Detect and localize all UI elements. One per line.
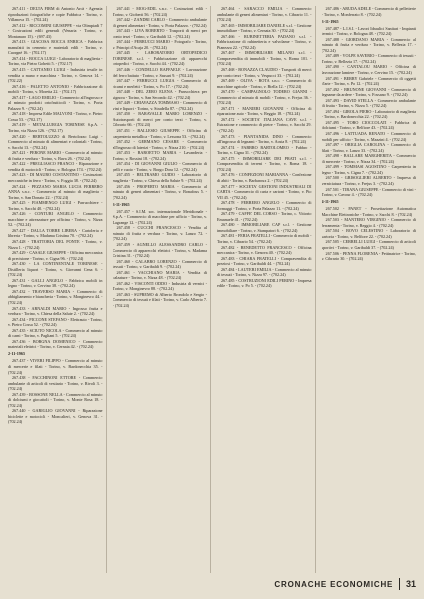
registry-entry: 267.412 - RICCOMINI GIUSEPPE - via Olimpiadi 7 - Costruzioni edili generali (Venaria - Torino, v. Montanaro 15). - (697.43) [8,22,103,39]
text-column [217,6,316,573]
registry-entry: 267.415 - CATTANEO LUIGI - Industria tessile in vendita a mano e macchina - Torino, v. Genova 14. - (702.22) [8,67,103,84]
registry-entry: 267.413 - GIACOSA ROCCA ENRICA - Fabbrica manufatti in cemento e materiali edili - Torino, v. Cuorgnè 16. - (702.17) [8,39,103,56]
date-heading: 3-11-1965 [321,18,339,24]
registry-entry: 267.432 - TRAVERSO MARIA - Commercio di abbigliamento e biancheria - Torino, v. Monginevro 44. - (702.24) [8,288,103,305]
registry-entry: 267.453 - BAROETTO MARIA - Lavanderia - Torino, v. Rossini 18. - (702.24) [112,150,207,161]
registry-entry: 267.429 - CASALE GIUSEPPE - Officina meccanica di precisione - Torino, v. Cigna 96. - (702.24) [8,250,103,261]
page-footer [0,575,424,593]
registry-entry: 267.472 - SOCIETA' ITALIANA CAVE s.r.l. - Estrazione e commercio di pietre - Torino, v. Sacchi 29. - (702.24) [217,116,312,134]
registry-entry: 267.497 - ORIGLIA CAROLINA - Commercio di filati - Torino, v. Lanzo 33. - (702.24) [321,142,416,153]
registry-entry: 267.469 - OLIVA - ROTA s.n.c. - Commercio di macchine agricole - Torino, v. Biella 12. - (702.24) [217,78,312,89]
registry-entry: 267.471 - MANIERI GIOVANNI - Officina di riparazione auto - Torino, v. Reggio 18. - (702.24) [217,105,312,117]
registry-entry: 267.438 - FACCHINONI ETTORE - Commercio ambulante di articoli di vestiario - Torino, v. Rivoli 3. - (702.24) [8,375,103,392]
text-column [322,6,417,573]
registry-entry: 267.431 - GALLI ANGELO - Fabbrica mobili in legno - Torino, v. Cervino 38. - (702.24) [8,277,103,289]
registry-entry: 267.424 - PEZZANO MARIA LUCIA FERRERO ANNA s.n.c. - Commercio al minuto di maglieria - Torino, v. San Donato 22. - (702.24) [8,183,103,200]
registry-entry: 267.456 - PROPERTO MARIA - Commercio al minuto di generi alimentari - Torino, v. Bonafous 5. - (702.24) [112,183,207,200]
registry-entry: 267.462 - VISCONTI ODDO - Industria di vernici - Torino, v. Monginevro 88. - (702.24) [112,280,207,292]
registry-entry: 267.452 - GERMANO CESARE - Commercio all'ingrosso di laterizi - Torino, v. Nizza 210. - (702.24) [112,139,207,150]
registry-entry: 267.482 - BENEDETTO FRANCESCO - Officina meccanica - Torino, v. Genova 40. - (702.24) [217,244,312,256]
registry-entry: 267.451 - BALLESIO GIUSEPPE - Officina di carpenteria metallica - Torino, v. Lessona 53. - (702.24) [112,128,207,139]
registry-entry: 267.500 - GRISOGLIERI ALBERTO - Impresa di verniciatura - Torino, v. Frejus 3. - (702.24) [321,175,416,186]
registry-entry: 267.443 - LIVA ROBERTO - Trasporti di merci per conto terzi - Torino, v. Garibaldi 12. - (702.24) [112,28,207,39]
registry-entry: 267.426 - CONTURI ANGELO - Commercio macchine e attrezzature per officina - Torino, v. Nizza 52. - (702.24) [8,211,103,228]
registry-entry: 267.479 - CAFFE' DEL CORSO - Torino, c. Vittorio Emanuele 41. - (702.24) [217,211,312,222]
registry-entry: 267.502 - PANET - Prosettazione Automatica Macchine Elettroniche - Torino, v. Sacchi 8. - (702.24) [321,206,416,217]
registry-entry: 267.468 - BONAZZA CLAUDIO - Trasporti di merci per conto terzi - Torino, v. Vespucci 33. - (702.24) [217,67,312,78]
registry-entry: 267.485 - COSTRUZIONI EDILI PERINO - Impresa edile - Torino, v. Po 5. - (702.24) [217,277,312,289]
date-heading: 3-11-1965 [112,201,130,207]
registry-entry: 267.440 - GARIGLIO GIOVANNI - Riparazione biciclette e motocicli - Moncalieri, v. Genova 31. - (702.24) [8,408,103,425]
registry-entry: 267.483 - CHIARA FRATELLI - Compravendita di preziosi - Torino, v. Garibaldi 44. - (702.24) [217,255,312,267]
registry-entry: 267.449 - CHIAVAZZA TOMMASO - Commercio di vini e liquori - Torino, v. Stradella 87. - (702.24) [112,100,207,111]
registry-entry: 267.414 - BOCCA LUIGI - Laboratorio di maglieria - Torino, via Pietro Gobetti 5. - (702.17) [8,55,103,67]
registry-entry: 267.470 - CAMPAGNOLO TODERO GIANNI - Commercio al minuto di mobili - Torino, v. Frejus 36. - (702.24) [217,89,312,106]
registry-entry: 267.494 - GIROLA PIERO - Laboratorio di maglieria - Torino, v. Bardonecchia 22. - (702.24) [321,108,416,120]
registry-entry: 267.499 - TOMMASI AGOSTINO - Carpenteria in legno - Torino, v. Cigna 7. - (702.24) [321,164,416,175]
registry-entry: 267.475 - IMMOBILIARE DEI PRATI s.r.l. - Compravendita di terreni - Torino, v. Roma 18. - (702.24) [217,155,312,172]
registry-entry: 267.464 - SARACCO EMILIA - Commercio ambulante di generi alimentari - Torino, v. Cibrario 11. - (702.24) [217,6,312,23]
registry-entry: 267.489 - VOLPE SAVERIO - Commercio di tessuti - Torino, v. Bellezia 17. - (702.24) [321,53,416,64]
registry-entry: 267.492 - BRUNONE GIOVANNI - Commercio di legname da ardere - Torino, v. Fossano 9. - (702.24) [321,86,416,98]
registry-entry: 267.421 - PERONE MARIO - Commercio al minuto di frutta e verdura - Torino, v. Bava 26. - (702.24) [8,150,103,161]
registry-entry: 267.418 - Impresa Edile MALVONI - Torino, v. Pietro Cossa 53. - (702.17) [8,111,103,122]
registry-entry: 267.437 - VIVERI FILIPPO - Commercio al minuto di mercerie e filati - Torino, v. Bardonecchia 35. - (702.24) [8,358,103,375]
registry-entry: 267.459 - AGNELLO ALESSANDRO CARLO - Commercio di apparecchi elettrici - Torino, v. Madama Cristina 31. - (702.24) [112,241,207,259]
registry-entry: 267.425 - FIAMMENGO LUIGI - Parrucchiere - Torino, v. Sacchi 40. - (702.24) [8,200,103,211]
registry-entry: 267.481 - FERIA FRATELLI - Commercio di mobili - Torino, v. Cibrario 54. - (702.24) [217,233,312,244]
registry-entry: 267.436 - BORGNA DOMENICO - Commercio materiali elettrici - Torino, v. Cernaia 42. - (702.24) [8,338,103,350]
registry-entry: 267.505 - CERRELLI LUIGI - Commercio di articoli sportivi - Torino, v. Garibaldi 37. - (702.24) [321,239,416,250]
registry-entry: 267.493 - DAVID STELLA - Commercio ambulante di frutta - Torino, v. Nizza 5. - (702.24) [321,97,416,109]
registry-entry: 267.476 - CONFEZIONI MARIANNA - Confezione di abiti - Torino, v. Barbaroux 2. - (702.24) [217,172,312,183]
registry-entry: 267.422 - PREGLIASCO FRANCO - Riparazione e vendita di motocicli - Torino, v. Bologna 174. - (702.24) [8,161,103,172]
date-heading: 2-11-1965 [8,351,26,357]
registry-entry: 267.465 - IMMOBILIARE DANIELE s.r.l. - Gestione immobiliare - Torino, v. Cernaia 30. - (702.24) [217,22,312,34]
registry-entry: 267.450 - BARAVALLE MARIO LORENZO - Autotrasporti di merci per conto terzi - Torino, v. Cibrario 66. - (702.24) [112,111,207,128]
registry-entry: 267.463 - SUPREMO di Alberto Brondolo e Sergio - Commercio di tessuti e filati - Torino, v. Carlo Alberto 7. - (702.24) [112,291,207,308]
registry-entry: 267.447 - FERRUCCI LUIGIA - Commercio di ricami e merletti - Torino, v. Po 17. - (702.24) [112,78,207,89]
registry-entry: 267.411 - DELTA FIRM di Antonio Arcà - Agenzia riproduzioni fotografiche e copie Fabbrica - Torino, v. Villanova 15. - (702.24) [8,6,103,23]
registry-entry: 267.448 - DEL ZERO ELENA - Parrucchiera per signora - Torino, v. San Secondo 42. - (702.24) [112,89,207,100]
registry-entry: 267.460 - CALABRO LORENZO - Commercio di tessuti - Torino, v. Garibaldi 9. - (702.24) [112,258,207,270]
registry-entry: 267.496 - LATTUADA RENATO - Commercio di mobili per ufficio - Torino, v. Mazzini 4. - (702.24) [321,131,416,142]
registry-entry: 267.466 - RUBINETTERIA PADANO s.r.l. - Fabbricazione di rubinetteria e valvolame - Torino, v. Pianezza 22. - (702.24) [217,33,312,50]
registry-entry: 267.495 - TORO CIOCCOLATI - Fabbrica di dolciumi - Torino, v. Belfiore 43. - (702.24) [321,119,416,131]
registry-entry: 267.458 - CUCCHI FRANCESCO - Vendita al minuto di frutta e verdura - Torino, v. Lanzo 72. - (702.24) [112,225,207,242]
registry-entry: 267.423 - DI MAURO COSTANTINO - Costruzioni meccaniche in ferro - Torino, v. Foggia 38. - (702.24) [8,172,103,183]
registry-entry: 267.501 - TIBANA GIUSEPPE - Commercio di vini - Torino, v. Cavour 4. - (702.24) [321,186,416,198]
footer-divider [399,578,400,590]
registry-entry: 267.441 - MOG-EDIL s.n.c. - Costruzioni edili - Torino, v. Gioberti 56. - (702.24) [112,6,207,17]
registry-entry: 267.444 - FERRUCCI MARIO - Fotografo - Torino, v. Principi d'Acaja 20. - (702.24) [112,39,207,50]
registry-entry: 267.503 - MANTERO VIRGINIO - Commercio di ferramenta - Torino, v. Reggio 4. - (702.24) [321,217,416,228]
registry-entry: 267.491 - BERRY Gabriele - Commercio di oggetti d'arte - Torino, v. Po 12. - (702.24) [321,75,416,87]
registry-entry: 267.457 - S.I.M. soc. internazionale Meridionale - S.p.A. - Commercio di macchine per ufficio - Torino, v. Lagrange 12. - (702.24) [112,208,207,225]
registry-entry: 267.506 - PENNA FLORENIA - Pettinatrice - Torino, v. Cibrario 30. - (702.24) [321,250,416,262]
registry-entry: 267.504 - BOVO CELESTINO - Laboratorio di sartoria - Torino, v. Belfiore 22. - (702.24) [321,228,416,239]
registry-entry: 267.455 - BELTRAMO GUIDO - Laboratorio di maglieria - Torino, v. Chiesa della Salute 9. - (702.24) [112,172,207,183]
registry-entry: 267.454 - DI GIOVANNI GIULIO - Commercio di pelli e cuoio - Torino, v. Borgo Dora 12. - (702.24) [112,161,207,172]
registry-entry: 267.417 - LAGO EMILIO - Commercio all'ingrosso e al minuto prodotti ortofrutticoli - Torino, v. Porta Palazzo 9. - (702.24) [8,94,103,111]
registry-entry: 267.419 - METALLURGIA TORINESE S.p.A. - Torino, via Nizza 126. - (702.17) [8,122,103,134]
registry-entry: 267.477 - SOCIETA' GESTIONI INDUSTRIALI DI CARTA - Commercio di carta e cartoni - Torino, v. Pio VII 45. - (702.24) [217,183,312,200]
registry-entry: 267.439 - BOSSONE NELLA - Commercio al minuto di dolciumi e giocattoli - Torino, v. Monte Rosa 18. - (702.24) [8,391,103,408]
registry-entry: 267.474 - FABBRO BARTOLOMEO - Fabbro - Torino, v. Cigna 31. - (702.24) [217,144,312,156]
registry-entry: 267.480 - IMMOBILIARE CAP s.r.l. - Gestione immobiliare - Torino, v. Stampatori 6. - (702.24) [217,222,312,233]
text-columns [8,6,416,573]
registry-entry: 267.467 - IMMOBILIARE MILANO s.r.l. - Compravendita di immobili - Torino, v. Roma 101. - (702.24) [217,50,312,67]
text-column [8,6,107,573]
registry-entry: 267.420 - BERTOLUZZO di Bertolozzo Luigi - Commercio al minuto di alimentari e coloniali - Torino, v. Sacchi 13. - (702.24) [8,133,103,150]
registry-entry: 267.484 - LAUTERI EMILIA - Commercio al minuto di tessuti - Torino, v. Nizza 97. - (702.24) [217,266,312,278]
registry-entry: 267.427 - DALLA TORRE LIBERA - Cartoleria e libreria - Torino, v. Madama Cristina 70. - (702.24) [8,227,103,239]
date-heading: 4-11-1965 [321,199,339,205]
registry-entry: 267.433 - ARNALDI MARIO - Ingrosso frutta e verdura - Torino, v. Chiesa della Salute 2. - (702.24) [8,305,103,317]
registry-entry: 267.473 - PIANTANIDA DINO - Commercio all'ingrosso di legnami - Torino, v. Aosta 8. - (702.24) [217,133,312,145]
registry-entry: 267.461 - VACCHIANO MARIA - Vendita di calzature - Torino, v. Nizza 48. - (702.24) [112,269,207,281]
registry-entry: 267.478 - FERRERO ANGELO - Commercio di formaggi - Torino, v. Porta Palazzo 11. - (702.24) [217,200,312,211]
registry-entry: 267.416 - PALETTO ANTONIO - Fabbricazione di mobili - Torino, v. Moretta 22. - (702.17) [8,83,103,95]
page-number: 31 [405,579,416,589]
registry-entry: 267.486 - ARUDA ADELE - Commercio di pelletterie - Torino, v. Monferrato 8. - (702.24) [321,6,416,17]
registry-entry: 267.498 - BALLARE MARGHERITA - Commercio di mercerie - Torino, v. Nizza 34. - (702.24) [321,153,416,164]
registry-entry: 267.490 - CANTALOU MARIO - Officina di lavorazione lamiere - Torino, v. Cervino 15. - (702.24) [321,64,416,76]
registry-entry: 267.445 - LABORATORIO ORTOPEDICO TORINESE s.r.l. - Fabbricazione di apparecchi ortopedici - Torino, v. Sacchi 44. - (702.24) [112,50,207,67]
registry-entry: 267.446 - CONDELLO RAFFAELE - Lavorazione del ferro battuto - Torino, v. Sassari 9. - (702.24) [112,67,207,78]
registry-entry: 267.428 - TRATTORIA DEL PONTE - Torino, v. Nizza 1. - (702.24) [8,238,103,250]
registry-entry: 267.434 - PICCONE STEFANO - Elettrauto - Torino, v. Pietro Cossa 52. - (702.24) [8,316,103,328]
publication-title: CRONACHE ECONOMICHE [274,579,394,589]
registry-entry: 267.442 - ZANDRI CARLO - Commercio ambulante di generi alimentari - Torino, v. Porta Palazzo. - (702.24) [112,17,207,28]
registry-entry: 267.430 - LA CONTINENTALE TORINESE - Distilleria liquori - Torino, v. Giovanni Cena 6. - (702.24) [8,261,103,278]
text-column [113,6,212,573]
registry-entry: 267.487 - L.I.S.I. - Lavori Idraulici Sanitari - Impianti termici - Torino, v. Bologna 48. - (702.24) [321,25,416,37]
registry-entry: 267.435 - SCIUTO NICOLA - Commercio al minuto di carni - Torino, v. Pagliani 5. - (702.24) [8,327,103,339]
registry-entry: 267.488 - GIORDANO MARIA - Commercio al minuto di frutta e verdura - Torino, v. Bellezia 17. - (702.24) [321,36,416,53]
